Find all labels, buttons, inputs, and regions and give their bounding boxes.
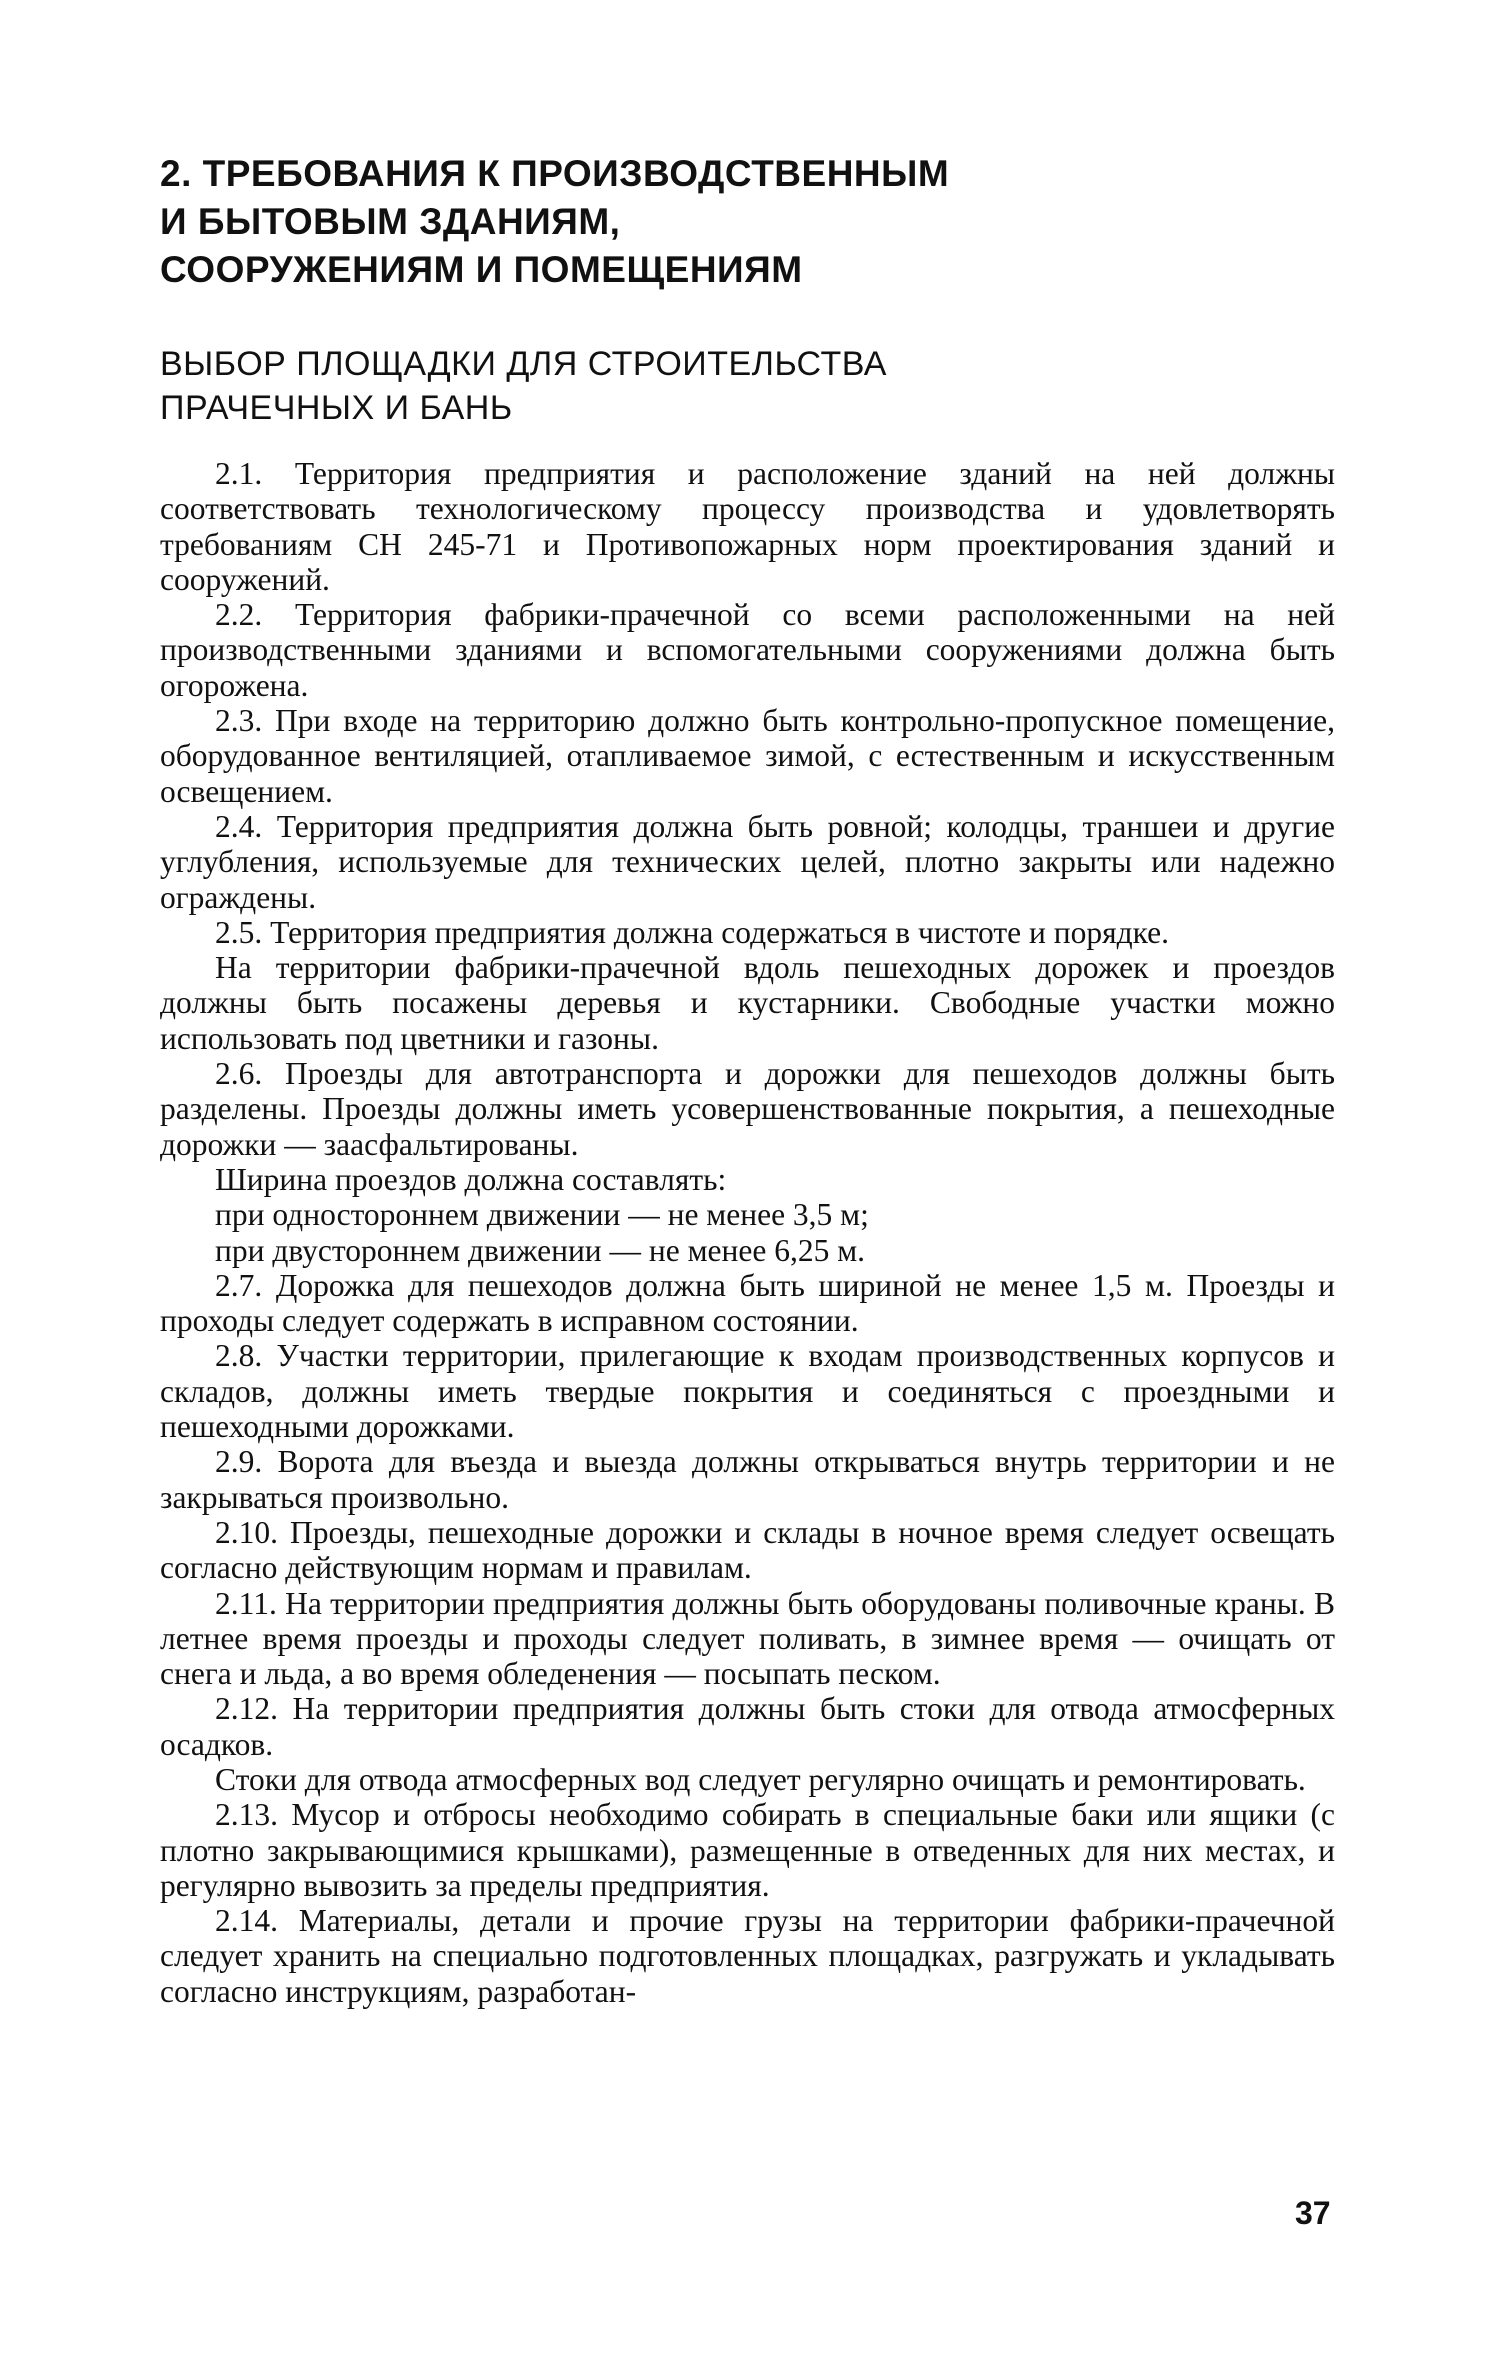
paragraph-2-2: 2.2. Территория фабрики-прачечной со всеми расположенными на ней производственными зданиями и вспомогательными сооружениями должна быть огорожена.	[160, 597, 1335, 703]
paragraph-two-way: при двустороннем движении — не менее 6,25 м.	[215, 1232, 866, 1268]
paragraph-2-10: 2.10. Проезды, пешеходные дорожки и склады в ночное время следует освещать согласно действующим нормам и правилам.	[160, 1514, 1335, 1586]
paragraph-2-1: 2.1. Территория предприятия и расположение зданий на ней должны соответствовать технологическому процессу производства и удовлетворять требованиям СН 245-71 и Противопожарных норм проектирования зданий и сооружений.	[160, 456, 1335, 597]
section-title	[160, 342, 1335, 430]
paragraph-2-8: 2.8. Участки территории, прилегающие к входам производственных корпусов и складов, должны иметь твердые покрытия и соединяться с проездными и пешеходными дорожками.	[160, 1338, 1335, 1445]
chapter-title-line: И БЫТОВЫМ ЗДАНИЯМ,	[160, 201, 621, 242]
paragraph-planting: На территории фабрики-прачечной вдоль пешеходных дорожек и проездов должны быть посажены деревья и кустарники. Свободные участки можно использовать под цветники и газоны.	[160, 950, 1335, 1056]
chapter-title-line: СООРУЖЕНИЯМ И ПОМЕЩЕНИЯМ	[160, 249, 803, 290]
body-text	[160, 456, 1335, 2009]
paragraph-2-9: 2.9. Ворота для въезда и выезда должны открываться внутрь территории и не закрываться произвольно.	[160, 1444, 1335, 1515]
chapter-title	[160, 150, 1335, 294]
paragraph-2-4: 2.4. Территория предприятия должна быть ровной; колодцы, траншеи и другие углубления, используемые для технических целей, плотно закрыты или надежно ограждены.	[160, 808, 1335, 915]
page-number: 37	[1295, 2195, 1331, 2231]
paragraph-2-11: 2.11. На территории предприятия должны быть оборудованы поливочные краны. В летнее время проезды и проходы следует поливать, в зимнее время — очищать от снега и льда, а во время обледенения — посыпать песком.	[160, 1585, 1335, 1692]
paragraph-drains: Стоки для отвода атмосферных вод следует регулярно очищать и ремонтировать.	[215, 1761, 1306, 1797]
paragraph-2-13: 2.13. Мусор и отбросы необходимо собирать в специальные баки или ящики (с плотно закрывающимися крышками), размещенные в отведенных для них местах, и регулярно вывозить за пределы предприятия.	[160, 1797, 1335, 1903]
paragraph-road-width: Ширина проездов должна составлять:	[215, 1161, 727, 1197]
section-title-line: ВЫБОР ПЛОЩАДКИ ДЛЯ СТРОИТЕЛЬСТВА	[160, 345, 887, 383]
paragraph-one-way: при одностороннем движении — не менее 3,5 м;	[215, 1197, 869, 1233]
paragraph-2-14: 2.14. Материалы, детали и прочие грузы на территории фабрики-прачечной следует хранить на специально подготовленных площадках, разгружать и укладывать согласно инструкциям, разработан-	[160, 1903, 1335, 2009]
paragraph-2-7: 2.7. Дорожка для пешеходов должна быть шириной не менее 1,5 м. Проезды и проходы следует содержать в исправном состоянии.	[160, 1267, 1335, 1339]
paragraph-2-5: 2.5. Территория предприятия должна содержаться в чистоте и порядке.	[215, 914, 1169, 950]
paragraph-2-12: 2.12. На территории предприятия должны быть стоки для отвода атмосферных осадков.	[160, 1691, 1335, 1762]
chapter-title-line: 2. ТРЕБОВАНИЯ К ПРОИЗВОДСТВЕННЫМ	[160, 153, 950, 194]
section-title-line: ПРАЧЕЧНЫХ И БАНЬ	[160, 389, 513, 427]
paragraph-2-6: 2.6. Проезды для автотранспорта и дорожки для пешеходов должны быть разделены. Проезды должны иметь усовершенствованные покрытия, а пешеходные дорожки — заасфальтированы.	[160, 1056, 1335, 1162]
paragraph-2-3: 2.3. При входе на территорию должно быть контрольно-пропускное помещение, оборудованное вентиляцией, отапливаемое зимой, с естественным и искусственным освещением.	[160, 703, 1335, 809]
document-page	[160, 150, 1335, 2009]
